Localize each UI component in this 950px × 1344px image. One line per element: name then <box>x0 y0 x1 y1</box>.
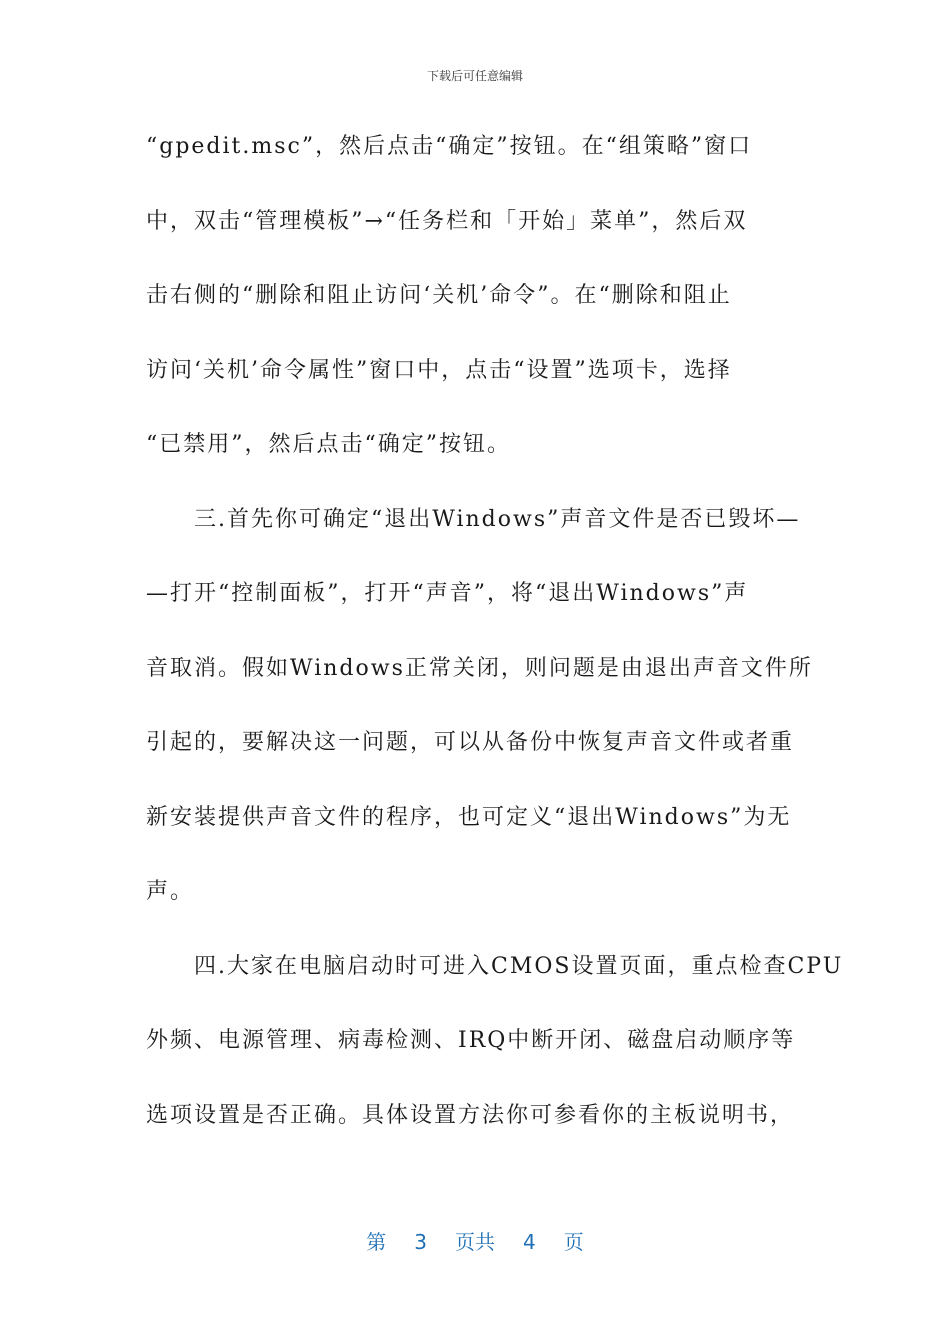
footer-suffix: 页 <box>563 1230 584 1254</box>
text-line: 三.首先你可确定“退出Windows”声音文件是否已毁坏— <box>146 506 801 532</box>
text-line: 四.大家在电脑启动时可进入CMOS设置页面，重点检查CPU <box>146 953 844 979</box>
text-line: 击右侧的“删除和阻止访问‘关机’命令”。在“删除和阻止 <box>146 283 732 308</box>
text-line: 中，双击“管理模板”→“任务栏和「开始」菜单”，然后双 <box>146 208 748 234</box>
document-body <box>146 128 844 1171</box>
text-line: “gpedit.msc”，然后点击“确定”按钮。在“组策略”窗口 <box>146 134 753 159</box>
header-note: 下载后可任意编辑 <box>426 69 523 83</box>
text-line: 引起的，要解决这一问题，可以从备份中恢复声音文件或者重 <box>146 730 795 755</box>
text-line: 声。 <box>146 879 195 904</box>
footer-middle: 页共 <box>455 1230 495 1254</box>
text-line: 新安装提供声音文件的程序，也可定义“退出Windows”为无 <box>146 804 792 830</box>
text-line: 外频、电源管理、病毒检测、IRQ中断开闭、磁盘启动顺序等 <box>146 1028 796 1053</box>
page-footer <box>0 1226 950 1255</box>
text-line: “已禁用”，然后点击“确定”按钮。 <box>146 432 511 457</box>
text-line: 访问‘关机’命令属性”窗口中，点击“设置”选项卡，选择 <box>146 357 732 383</box>
total-page-number: 4 <box>523 1230 536 1254</box>
footer-prefix: 第 <box>366 1230 387 1254</box>
text-line: —打开“控制面板”，打开“声音”，将“退出Windows”声 <box>146 581 749 606</box>
current-page-number: 3 <box>414 1230 427 1254</box>
text-line: 选项设置是否正确。具体设置方法你可参看你的主板说明书， <box>146 1102 795 1128</box>
text-line: 音取消。假如Windows正常关闭，则问题是由退出声音文件所 <box>146 655 813 681</box>
